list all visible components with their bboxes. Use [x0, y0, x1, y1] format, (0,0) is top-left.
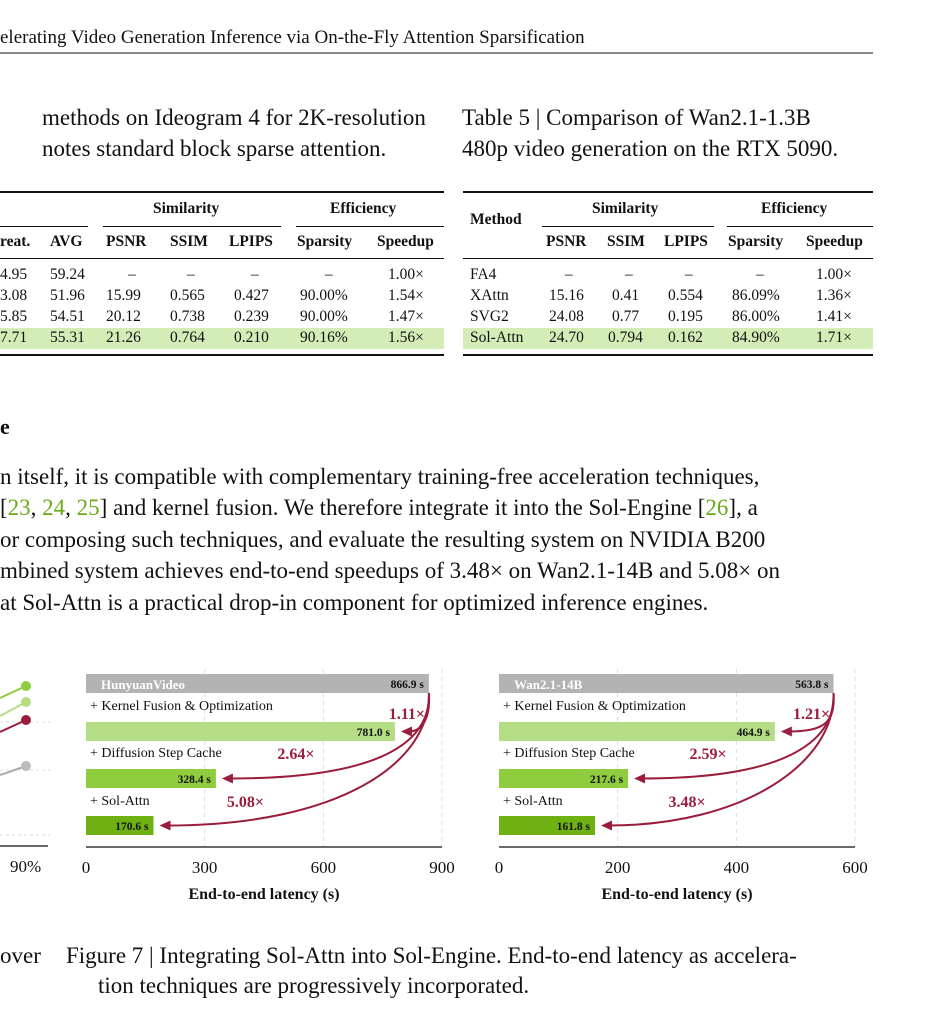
right-cell: 84.90%	[732, 329, 780, 346]
x-axis-title: End-to-end latency (s)	[188, 886, 340, 903]
right-cmidrule-2	[727, 226, 873, 227]
left-cell: 54.51	[50, 308, 85, 325]
x-tick-label: 400	[723, 858, 750, 877]
right-cell: 1.00×	[816, 266, 852, 283]
body-text: [	[0, 495, 8, 520]
right-col-header: Sparsity	[728, 233, 784, 250]
right-cell: 0.162	[668, 329, 703, 346]
fragment-series-point	[21, 715, 31, 725]
speedup-arrowhead	[401, 727, 412, 737]
left-table-bottom-rule	[0, 354, 444, 356]
left-cmidrule-1	[0, 226, 88, 227]
right-cell: SVG2	[470, 308, 509, 325]
figure-caption-line-2: tion techniques are progressively incorporated.	[98, 973, 530, 998]
speedup-label: 1.21×	[792, 706, 831, 723]
bar-value-label: 464.9 s	[736, 727, 770, 739]
x-axis-title: End-to-end latency (s)	[601, 886, 753, 903]
left-cell: 0.210	[234, 329, 269, 346]
bar-value-label: 781.0 s	[356, 727, 390, 739]
left-cell: 0.239	[234, 308, 269, 325]
body-text: ], a	[728, 495, 758, 520]
left-cell: 51.96	[50, 287, 85, 304]
right-cell: –	[756, 266, 764, 283]
speedup-label: 2.64×	[277, 746, 315, 763]
right-table-caption-line-2: 480p video generation on the RTX 5090.	[462, 136, 839, 161]
category-label: + Diffusion Step Cache	[90, 746, 222, 761]
right-table-top-rule	[463, 191, 873, 193]
left-cell: 4.95	[0, 266, 28, 283]
left-cell: –	[251, 266, 259, 283]
figure-left-caption-fragment: over	[0, 943, 41, 968]
right-cell: FA4	[470, 266, 497, 283]
body-text: ,	[30, 495, 43, 520]
bar-value-label: 866.9 s	[390, 679, 424, 691]
speedup-label: 3.48×	[668, 794, 706, 811]
fragment-series-point	[21, 761, 31, 771]
speedup-label: 1.11×	[388, 706, 426, 723]
body-line: n itself, it is compatible with complementary training-free acceleration techniques,	[0, 464, 760, 489]
bar-value-label: 328.4 s	[177, 774, 211, 786]
left-cell: 55.31	[50, 329, 85, 346]
fragment-series-point	[21, 681, 31, 691]
left-cell: 59.24	[50, 266, 85, 283]
left-cell: 1.56×	[388, 329, 424, 346]
left-group-header-efficiency: Efficiency	[330, 200, 397, 217]
left-cell: –	[325, 266, 333, 283]
left-cell: 0.565	[170, 287, 205, 304]
left-table-caption-line-2: notes standard block sparse attention.	[42, 136, 387, 161]
citation-link[interactable]: 24	[42, 495, 66, 520]
left-cell: 7.71	[0, 329, 28, 346]
citation-link[interactable]: 26	[705, 495, 729, 520]
x-tick-label: 300	[191, 858, 218, 877]
x-tick-label: 200	[604, 858, 631, 877]
x-tick-label: 0	[81, 858, 91, 877]
fragment-tick-label: 90%	[10, 857, 42, 876]
right-table-caption-line-1: Table 5 | Comparison of Wan2.1-1.3B	[462, 105, 811, 130]
category-label: + Kernel Fusion & Optimization	[503, 699, 686, 714]
body-line: or composing such techniques, and evaluate the resulting system on NVIDIA B200	[0, 527, 766, 552]
speedup-arrowhead	[222, 774, 233, 784]
citation-link[interactable]: 23	[7, 495, 31, 520]
category-label: + Diffusion Step Cache	[503, 746, 635, 761]
left-cell: –	[128, 266, 136, 283]
body-line-with-citations	[0, 492, 758, 524]
fragment-series-point	[21, 697, 31, 707]
right-cell: Sol-Attn	[470, 329, 524, 346]
left-cell: 15.99	[106, 287, 141, 304]
right-cell: –	[625, 266, 633, 283]
speedup-label: 5.08×	[226, 794, 265, 811]
bar-value-label: 161.8 s	[556, 821, 591, 833]
right-col-header: PSNR	[546, 233, 587, 250]
category-label: + Kernel Fusion & Optimization	[90, 699, 273, 714]
speedup-arrowhead	[601, 821, 612, 831]
chart-title: HunyuanVideo	[101, 677, 186, 692]
right-col-header: LPIPS	[664, 233, 708, 250]
chart-title: Wan2.1-14B	[514, 677, 583, 692]
left-col-header: reat.	[0, 233, 31, 250]
right-cell: 1.71×	[816, 329, 852, 346]
section-heading-fragment: e	[0, 414, 10, 439]
left-col-header: LPIPS	[229, 233, 273, 250]
right-cell: 1.36×	[816, 287, 852, 304]
left-cell: 90.00%	[300, 308, 348, 325]
left-cell: 0.764	[170, 329, 205, 346]
right-cell: –	[565, 266, 573, 283]
citation-link[interactable]: 25	[76, 495, 100, 520]
running-header: elerating Video Generation Inference via On-the-Fly Attention Sparsification	[0, 27, 585, 48]
hunyuan-latency-chart	[72, 665, 472, 915]
body-line: mbined system achieves end-to-end speedups of 3.48× on Wan2.1-14B and 5.08× on	[0, 558, 780, 583]
x-tick-label: 600	[310, 858, 337, 877]
right-cell: XAttn	[470, 287, 509, 304]
right-table-mid-rule	[463, 258, 873, 259]
left-col-header: Speedup	[377, 233, 434, 250]
wan-latency-chart	[485, 665, 885, 915]
left-table-mid-rule	[0, 258, 444, 259]
right-cell: 0.41	[612, 287, 640, 304]
body-text: ] and kernel fusion. We therefore integrate it into the Sol-Engine [	[99, 495, 706, 520]
latency-bar	[499, 722, 775, 741]
right-cell: 15.16	[549, 287, 584, 304]
right-cell: 0.77	[612, 308, 640, 325]
right-col-header: Speedup	[806, 233, 863, 250]
right-cell: 24.08	[549, 308, 584, 325]
right-cell: 86.09%	[732, 287, 780, 304]
left-group-header-similarity: Similarity	[153, 200, 220, 217]
right-cmidrule-1	[542, 226, 714, 227]
left-col-header: AVG	[50, 233, 83, 250]
left-cell: 1.47×	[388, 308, 424, 325]
header-rule	[0, 52, 873, 54]
x-tick-label: 600	[842, 858, 868, 877]
speedup-arrowhead	[634, 774, 645, 784]
right-cell: 24.70	[549, 329, 584, 346]
left-cmidrule-2	[103, 226, 281, 227]
left-table-caption-line-1: methods on Ideogram 4 for 2K-resolution	[42, 105, 426, 130]
right-cell: –	[685, 266, 693, 283]
left-cell: 0.427	[234, 287, 269, 304]
left-col-header: SSIM	[170, 233, 208, 250]
left-cell: 90.16%	[300, 329, 348, 346]
left-cell: 1.00×	[388, 266, 424, 283]
speedup-label: 2.59×	[689, 746, 727, 763]
left-cell: 0.738	[170, 308, 205, 325]
speedup-arrowhead	[781, 727, 792, 737]
x-tick-label: 900	[429, 858, 455, 877]
right-cell: 86.00%	[732, 308, 780, 325]
right-col-header: SSIM	[607, 233, 645, 250]
right-group-header-similarity: Similarity	[592, 200, 659, 217]
right-cell: 0.195	[668, 308, 703, 325]
bar-value-label: 217.6 s	[589, 774, 624, 786]
left-cell: 3.08	[0, 287, 28, 304]
speedup-arrowhead	[159, 821, 170, 831]
left-cell: 21.26	[106, 329, 141, 346]
left-cell: 90.00%	[300, 287, 348, 304]
left-col-header: PSNR	[106, 233, 147, 250]
x-tick-label: 0	[494, 858, 504, 877]
right-table-bottom-rule	[463, 354, 873, 356]
right-cell: 0.794	[608, 329, 643, 346]
category-label: + Sol-Attn	[90, 794, 150, 809]
right-cell: 1.41×	[816, 308, 852, 325]
left-cell: 20.12	[106, 308, 141, 325]
category-label: + Sol-Attn	[503, 794, 563, 809]
left-cmidrule-3	[296, 226, 444, 227]
right-cell: 0.554	[668, 287, 703, 304]
body-text: ,	[65, 495, 77, 520]
latency-bar	[86, 722, 395, 741]
body-line: at Sol-Attn is a practical drop-in component for optimized inference engines.	[0, 590, 709, 615]
bar-value-label: 170.6 s	[115, 821, 149, 833]
right-method-header: Method	[470, 211, 522, 228]
left-figure-fragment	[0, 670, 60, 885]
left-table-top-rule	[0, 191, 444, 193]
bar-value-label: 563.8 s	[795, 679, 829, 691]
left-cell: 5.85	[0, 308, 28, 325]
left-cell: –	[187, 266, 195, 283]
left-cell: 1.54×	[388, 287, 424, 304]
figure-caption-line-1: Figure 7 | Integrating Sol-Attn into Sol-Engine. End-to-end latency as accelera-	[66, 943, 797, 968]
right-group-header-efficiency: Efficiency	[761, 200, 828, 217]
left-col-header: Sparsity	[297, 233, 353, 250]
